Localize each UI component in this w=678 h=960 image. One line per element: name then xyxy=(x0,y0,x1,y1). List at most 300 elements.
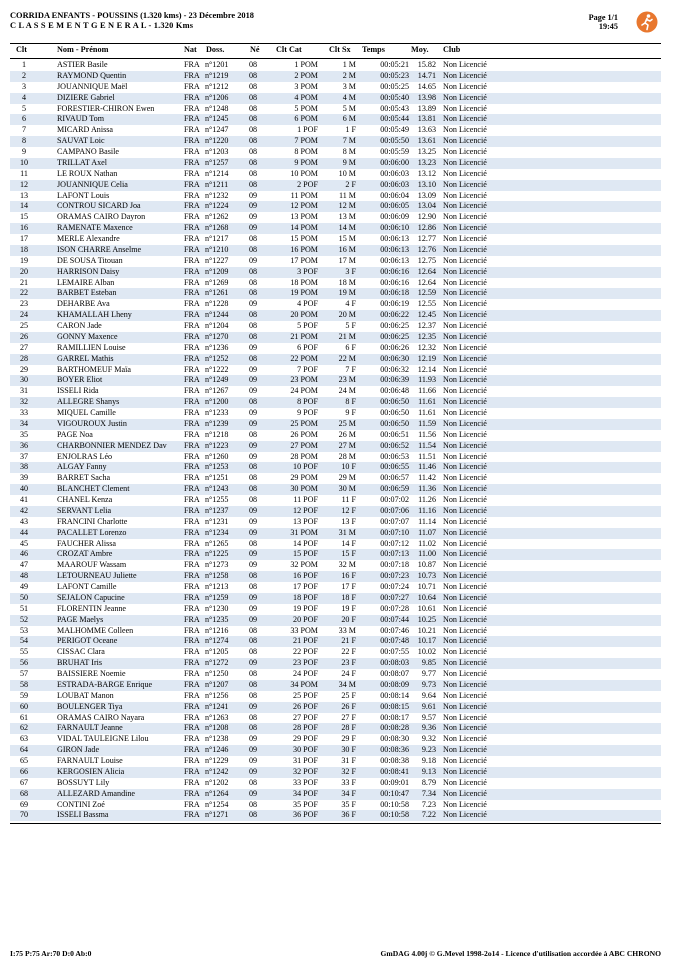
race-title: CORRIDA ENFANTS - POUSSINS (1.320 kms) - 23 Décembre 2018 xyxy=(10,11,254,20)
cell-nat: FRA xyxy=(184,179,200,189)
table-row xyxy=(10,419,661,430)
cell-name: DE SOUSA Titouan xyxy=(57,255,123,265)
cell-sex-rank: 6 F xyxy=(345,342,356,352)
cell-nat: FRA xyxy=(184,386,200,396)
cell-cat-rank: 1 POM xyxy=(294,60,318,69)
cell-cat-rank: 4 POM xyxy=(294,92,318,102)
cell-cat-rank: 20 POM xyxy=(290,310,318,320)
cell-speed: 9.23 xyxy=(421,745,436,755)
cell-born: 08 xyxy=(249,244,258,254)
cell-bib: n°1235 xyxy=(205,614,229,624)
cell-name: LE ROUX Nathan xyxy=(57,168,118,178)
col-club: Club xyxy=(443,45,461,54)
cell-rank: 9 xyxy=(21,147,27,156)
cell-born: 08 xyxy=(249,484,258,494)
cell-bib: n°1264 xyxy=(205,788,229,798)
table-row xyxy=(10,745,661,756)
cell-name: CHARBONNIER MENDEZ Dav xyxy=(57,440,167,450)
cell-born: 08 xyxy=(249,234,258,243)
cell-speed: 11.36 xyxy=(418,484,436,494)
cell-cat-rank: 9 POM xyxy=(294,157,318,167)
cell-name: ORAMAS CAIRO Dayron xyxy=(57,212,146,222)
print-time: 19:45 xyxy=(598,22,618,31)
cell-speed: 9.57 xyxy=(421,712,436,722)
cell-speed: 12.64 xyxy=(417,277,436,287)
cell-born: 08 xyxy=(249,60,258,69)
cell-sex-rank: 5 F xyxy=(345,321,356,330)
cell-born: 09 xyxy=(249,418,258,428)
cell-rank: 19 xyxy=(19,255,29,265)
cell-name: ASTIER Basile xyxy=(57,60,108,69)
cell-born: 09 xyxy=(249,788,258,798)
page-info xyxy=(589,13,618,31)
cell-club: Non Licencié xyxy=(443,266,487,276)
cell-born: 09 xyxy=(249,734,258,744)
cell-speed: 12.55 xyxy=(417,299,436,309)
cell-time: 00:08:28 xyxy=(380,723,409,733)
cell-name: GARREL Mathis xyxy=(57,353,114,363)
cell-name: ISON CHARRE Anselme xyxy=(57,244,142,254)
cell-nat: FRA xyxy=(184,147,200,156)
cell-rank: 39 xyxy=(19,473,29,483)
cell-speed: 10.25 xyxy=(417,614,436,624)
cell-name: BAISSIERE Noemie xyxy=(57,669,126,678)
cell-time: 00:08:09 xyxy=(380,679,409,689)
cell-nat: FRA xyxy=(184,495,200,504)
cell-speed: 10.71 xyxy=(417,582,436,591)
cell-name: SEJALON Capucine xyxy=(57,592,125,602)
cell-born: 09 xyxy=(249,212,258,222)
cell-cat-rank: 31 POF xyxy=(293,756,318,765)
cell-cat-rank: 31 POM xyxy=(290,527,318,537)
cell-sex-rank: 11 F xyxy=(341,495,356,504)
cell-nat: FRA xyxy=(184,788,200,798)
cell-bib: n°1222 xyxy=(205,364,229,374)
cell-name: JOUANNIQUE Celia xyxy=(57,179,128,189)
cell-cat-rank: 11 POF xyxy=(293,495,318,504)
cell-name: LAFONT Louis xyxy=(57,190,110,200)
cell-speed: 15.82 xyxy=(417,60,436,69)
table-row xyxy=(10,702,661,713)
col-clt: Clt xyxy=(16,45,27,54)
cell-time: 00:08:15 xyxy=(380,701,409,711)
cell-cat-rank: 7 POM xyxy=(294,136,318,146)
cell-sex-rank: 27 M xyxy=(338,440,356,450)
cell-club: Non Licencié xyxy=(443,756,487,765)
cell-bib: n°1255 xyxy=(205,495,229,504)
cell-cat-rank: 26 POF xyxy=(293,701,318,711)
results-table-body xyxy=(10,60,661,821)
cell-sex-rank: 33 M xyxy=(338,625,356,635)
cell-time: 00:08:07 xyxy=(380,669,409,678)
col-bib: Doss. xyxy=(206,45,225,54)
cell-cat-rank: 3 POM xyxy=(294,81,318,91)
cell-club: Non Licencié xyxy=(443,408,487,417)
cell-club: Non Licencié xyxy=(443,484,487,494)
cell-born: 09 xyxy=(249,364,258,374)
cell-born: 08 xyxy=(249,473,258,483)
cell-born: 09 xyxy=(249,549,258,559)
cell-name: CONTROU SICARD Joa xyxy=(57,201,141,211)
table-row xyxy=(10,408,661,419)
table-row xyxy=(10,354,661,365)
col-time: Temps xyxy=(362,45,385,54)
cell-born: 08 xyxy=(249,277,258,287)
cell-name: SERVANT Lelia xyxy=(57,505,112,515)
cell-name: BARBET Esteban xyxy=(57,288,117,298)
cell-cat-rank: 18 POF xyxy=(293,592,318,602)
results-table-header xyxy=(10,44,661,58)
cell-cat-rank: 33 POF xyxy=(293,777,318,787)
cell-bib: n°1234 xyxy=(205,527,229,537)
cell-cat-rank: 12 POF xyxy=(293,505,318,515)
cell-club: Non Licencié xyxy=(443,168,487,178)
cell-born: 09 xyxy=(249,516,258,526)
cell-bib: n°1213 xyxy=(205,582,229,591)
cell-bib: n°1210 xyxy=(205,244,229,254)
cell-cat-rank: 33 POM xyxy=(290,625,318,635)
cell-name: RAMENATE Maxence xyxy=(57,223,133,233)
cell-bib: n°1248 xyxy=(205,103,229,113)
cell-nat: FRA xyxy=(184,266,200,276)
cell-cat-rank: 14 POM xyxy=(290,223,318,233)
cell-time: 00:07:23 xyxy=(380,571,409,581)
cell-born: 08 xyxy=(249,92,258,102)
cell-cat-rank: 13 POM xyxy=(290,212,318,222)
cell-name: BOSSUYT Lily xyxy=(57,777,110,787)
cell-nat: FRA xyxy=(184,375,200,385)
table-row xyxy=(10,93,661,104)
cell-bib: n°1203 xyxy=(205,147,229,156)
cell-rank: 26 xyxy=(19,331,29,341)
cell-nat: FRA xyxy=(184,745,200,755)
cell-born: 09 xyxy=(249,505,258,515)
cell-speed: 7.22 xyxy=(421,810,436,820)
cell-name: BRUHAT Iris xyxy=(57,658,103,668)
cell-name: FARNAULT Louise xyxy=(57,756,123,765)
cell-nat: FRA xyxy=(184,549,200,559)
table-row xyxy=(10,560,661,571)
cell-sex-rank: 23 M xyxy=(338,375,356,385)
cell-sex-rank: 15 F xyxy=(341,549,356,559)
cell-sex-rank: 10 M xyxy=(338,168,356,178)
cell-speed: 13.61 xyxy=(417,136,436,146)
cell-born: 08 xyxy=(249,679,258,689)
cell-cat-rank: 10 POM xyxy=(290,168,318,178)
table-row xyxy=(10,234,661,245)
cell-bib: n°1218 xyxy=(205,429,229,439)
cell-born: 08 xyxy=(249,582,258,591)
cell-bib: n°1216 xyxy=(205,625,229,635)
cell-rank: 63 xyxy=(19,734,29,744)
cell-club: Non Licencié xyxy=(443,375,487,385)
cell-born: 09 xyxy=(249,201,258,211)
cell-club: Non Licencié xyxy=(443,799,487,809)
cell-club: Non Licencié xyxy=(443,582,487,591)
cell-bib: n°1244 xyxy=(205,310,229,320)
cell-speed: 11.02 xyxy=(418,538,436,548)
cell-rank: 13 xyxy=(19,190,29,200)
cell-speed: 10.21 xyxy=(417,625,436,635)
cell-time: 00:06:13 xyxy=(380,234,409,243)
cell-bib: n°1231 xyxy=(205,516,229,526)
cell-bib: n°1217 xyxy=(205,234,229,243)
cell-speed: 9.77 xyxy=(421,669,436,678)
cell-cat-rank: 29 POF xyxy=(293,734,318,744)
cell-nat: FRA xyxy=(184,527,200,537)
cell-born: 08 xyxy=(249,647,258,657)
cell-club: Non Licencié xyxy=(443,571,487,581)
cell-time: 00:07:28 xyxy=(380,603,409,613)
cell-sex-rank: 2 F xyxy=(345,179,356,189)
cell-cat-rank: 24 POF xyxy=(293,669,318,678)
cell-cat-rank: 10 POF xyxy=(293,462,318,472)
cell-sex-rank: 18 F xyxy=(341,592,356,602)
cell-rank: 60 xyxy=(19,701,29,711)
cell-name: CISSAC Clara xyxy=(57,647,105,657)
cell-rank: 44 xyxy=(19,527,29,537)
cell-speed: 14.71 xyxy=(417,70,436,80)
cell-rank: 64 xyxy=(19,745,29,755)
cell-bib: n°1238 xyxy=(205,734,229,744)
cell-sex-rank: 34 M xyxy=(338,679,356,689)
cell-sex-rank: 14 M xyxy=(338,223,356,233)
cell-time: 00:05:40 xyxy=(380,92,409,102)
cell-club: Non Licencié xyxy=(443,70,487,80)
cell-sex-rank: 36 F xyxy=(341,810,356,820)
cell-born: 08 xyxy=(249,81,258,91)
cell-sex-rank: 20 M xyxy=(338,310,356,320)
cell-cat-rank: 11 POM xyxy=(290,190,318,200)
cell-cat-rank: 21 POM xyxy=(290,331,318,341)
cell-nat: FRA xyxy=(184,190,200,200)
cell-time: 00:07:12 xyxy=(380,538,409,548)
table-row xyxy=(10,680,661,691)
cell-cat-rank: 22 POF xyxy=(293,647,318,657)
cell-nat: FRA xyxy=(184,168,200,178)
cell-bib: n°1272 xyxy=(205,658,229,668)
cell-cat-rank: 34 POM xyxy=(290,679,318,689)
cell-sex-rank: 6 M xyxy=(342,114,356,124)
cell-nat: FRA xyxy=(184,70,200,80)
cell-sex-rank: 7 M xyxy=(342,136,356,146)
cell-bib: n°1261 xyxy=(205,288,229,298)
cell-nat: FRA xyxy=(184,505,200,515)
cell-sex-rank: 3 F xyxy=(345,266,356,276)
cell-born: 09 xyxy=(249,342,258,352)
cell-sex-rank: 18 M xyxy=(338,277,356,287)
cell-born: 08 xyxy=(249,636,258,646)
cell-nat: FRA xyxy=(184,582,200,591)
cell-speed: 9.18 xyxy=(421,756,436,765)
cell-speed: 9.32 xyxy=(421,734,436,744)
cell-time: 00:08:17 xyxy=(380,712,409,722)
table-row xyxy=(10,495,661,506)
cell-bib: n°1232 xyxy=(205,190,229,200)
cell-nat: FRA xyxy=(184,636,200,646)
cell-time: 00:06:30 xyxy=(380,353,409,363)
cell-cat-rank: 28 POM xyxy=(290,451,318,461)
cell-club: Non Licencié xyxy=(443,603,487,613)
cell-name: DIZIERE Gabriel xyxy=(57,92,115,102)
cell-nat: FRA xyxy=(184,571,200,581)
cell-sex-rank: 22 F xyxy=(341,647,356,657)
cell-speed: 8.79 xyxy=(421,777,436,787)
cell-club: Non Licencié xyxy=(443,669,487,678)
table-row xyxy=(10,549,661,560)
cell-rank: 4 xyxy=(21,92,27,102)
cell-club: Non Licencié xyxy=(443,690,487,700)
cell-cat-rank: 24 POM xyxy=(290,386,318,396)
cell-speed: 12.35 xyxy=(417,331,436,341)
cell-sex-rank: 19 F xyxy=(341,603,356,613)
cell-club: Non Licencié xyxy=(443,614,487,624)
cell-time: 00:08:41 xyxy=(380,766,409,776)
cell-club: Non Licencié xyxy=(443,136,487,146)
cell-rank: 16 xyxy=(19,223,29,233)
cell-bib: n°1237 xyxy=(205,505,229,515)
cell-born: 09 xyxy=(249,375,258,385)
cell-time: 00:06:03 xyxy=(380,168,409,178)
table-row xyxy=(10,473,661,484)
cell-speed: 11.07 xyxy=(418,527,436,537)
cell-sex-rank: 25 F xyxy=(341,690,356,700)
cell-name: VIDAL TAULEIGNE Lilou xyxy=(57,734,149,744)
cell-club: Non Licencié xyxy=(443,342,487,352)
cell-nat: FRA xyxy=(184,799,200,809)
cell-sex-rank: 25 M xyxy=(338,418,356,428)
cell-name: LEMAIRE Alban xyxy=(57,277,115,287)
table-row xyxy=(10,658,661,669)
cell-time: 00:08:14 xyxy=(380,690,409,700)
table-row xyxy=(10,147,661,158)
cell-cat-rank: 3 POF xyxy=(297,266,318,276)
cell-born: 08 xyxy=(249,799,258,809)
cell-name: BARTHOMEUF Maïa xyxy=(57,364,131,374)
cell-rank: 10 xyxy=(19,157,29,167)
cell-time: 00:05:59 xyxy=(380,147,409,156)
cell-rank: 69 xyxy=(19,799,29,809)
table-row xyxy=(10,636,661,647)
cell-time: 00:06:26 xyxy=(380,342,409,352)
cell-speed: 13.89 xyxy=(417,103,436,113)
cell-cat-rank: 2 POM xyxy=(294,70,318,80)
cell-sex-rank: 13 M xyxy=(338,212,356,222)
table-row xyxy=(10,201,661,212)
cell-sex-rank: 14 F xyxy=(341,538,356,548)
cell-name: PACALLET Lorenzo xyxy=(57,527,127,537)
cell-bib: n°1245 xyxy=(205,114,229,124)
cell-speed: 9.36 xyxy=(421,723,436,733)
cell-club: Non Licencié xyxy=(443,527,487,537)
cell-time: 00:06:39 xyxy=(380,375,409,385)
cell-born: 08 xyxy=(249,310,258,320)
cell-club: Non Licencié xyxy=(443,766,487,776)
cell-nat: FRA xyxy=(184,473,200,483)
cell-speed: 10.61 xyxy=(417,603,436,613)
footer-stats: I:75 P:75 Ar:70 D:0 Ab:0 xyxy=(10,949,92,958)
cell-name: LAFONT Camille xyxy=(57,582,117,591)
cell-sex-rank: 16 F xyxy=(341,571,356,581)
cell-born: 08 xyxy=(249,810,258,820)
cell-time: 00:10:58 xyxy=(380,799,409,809)
cell-bib: n°1228 xyxy=(205,299,229,309)
cell-bib: n°1239 xyxy=(205,418,229,428)
running-figure-icon xyxy=(636,11,658,33)
cell-rank: 57 xyxy=(19,669,29,678)
cell-bib: n°1260 xyxy=(205,451,229,461)
table-row xyxy=(10,713,661,724)
cell-sex-rank: 31 M xyxy=(338,527,356,537)
cell-sex-rank: 17 F xyxy=(341,582,356,591)
col-sex-rank: Clt Sx xyxy=(329,45,351,54)
cell-rank: 38 xyxy=(19,462,29,472)
cell-club: Non Licencié xyxy=(443,288,487,298)
cell-speed: 10.17 xyxy=(417,636,436,646)
cell-born: 09 xyxy=(249,766,258,776)
cell-bib: n°1202 xyxy=(205,777,229,787)
cell-nat: FRA xyxy=(184,364,200,374)
table-row xyxy=(10,778,661,789)
cell-born: 09 xyxy=(249,614,258,624)
cell-cat-rank: 14 POF xyxy=(293,538,318,548)
cell-nat: FRA xyxy=(184,690,200,700)
cell-born: 08 xyxy=(249,136,258,146)
cell-sex-rank: 13 F xyxy=(341,516,356,526)
cell-sex-rank: 1 M xyxy=(342,60,356,69)
cell-time: 00:06:22 xyxy=(380,310,409,320)
table-row xyxy=(10,593,661,604)
cell-nat: FRA xyxy=(184,614,200,624)
cell-time: 00:05:44 xyxy=(380,114,409,124)
cell-nat: FRA xyxy=(184,277,200,287)
cell-nat: FRA xyxy=(184,734,200,744)
cell-nat: FRA xyxy=(184,103,200,113)
cell-time: 00:07:44 xyxy=(380,614,409,624)
cell-nat: FRA xyxy=(184,603,200,613)
cell-club: Non Licencié xyxy=(443,60,487,69)
cell-club: Non Licencié xyxy=(443,201,487,211)
cell-speed: 11.46 xyxy=(418,462,436,472)
cell-cat-rank: 5 POM xyxy=(294,103,318,113)
cell-cat-rank: 15 POF xyxy=(293,549,318,559)
cell-bib: n°1211 xyxy=(205,179,229,189)
cell-born: 08 xyxy=(249,331,258,341)
cell-bib: n°1262 xyxy=(205,212,229,222)
cell-nat: FRA xyxy=(184,462,200,472)
cell-time: 00:06:25 xyxy=(380,331,409,341)
cell-bib: n°1259 xyxy=(205,592,229,602)
col-cat-rank: Clt Cat xyxy=(276,45,302,54)
table-row xyxy=(10,299,661,310)
cell-name: BLANCHET Clement xyxy=(57,484,130,494)
cell-sex-rank: 10 F xyxy=(341,462,356,472)
table-row xyxy=(10,60,661,71)
cell-club: Non Licencié xyxy=(443,712,487,722)
cell-name: BOULENGER Tiya xyxy=(57,701,123,711)
cell-cat-rank: 7 POF xyxy=(297,364,318,374)
cell-bib: n°1258 xyxy=(205,571,229,581)
table-row xyxy=(10,223,661,234)
cell-nat: FRA xyxy=(184,658,200,668)
cell-rank: 68 xyxy=(19,788,29,798)
cell-bib: n°1236 xyxy=(205,342,229,352)
cell-born: 08 xyxy=(249,179,258,189)
cell-cat-rank: 16 POF xyxy=(293,571,318,581)
cell-cat-rank: 27 POF xyxy=(293,712,318,722)
cell-time: 00:08:38 xyxy=(380,756,409,765)
table-row xyxy=(10,169,661,180)
